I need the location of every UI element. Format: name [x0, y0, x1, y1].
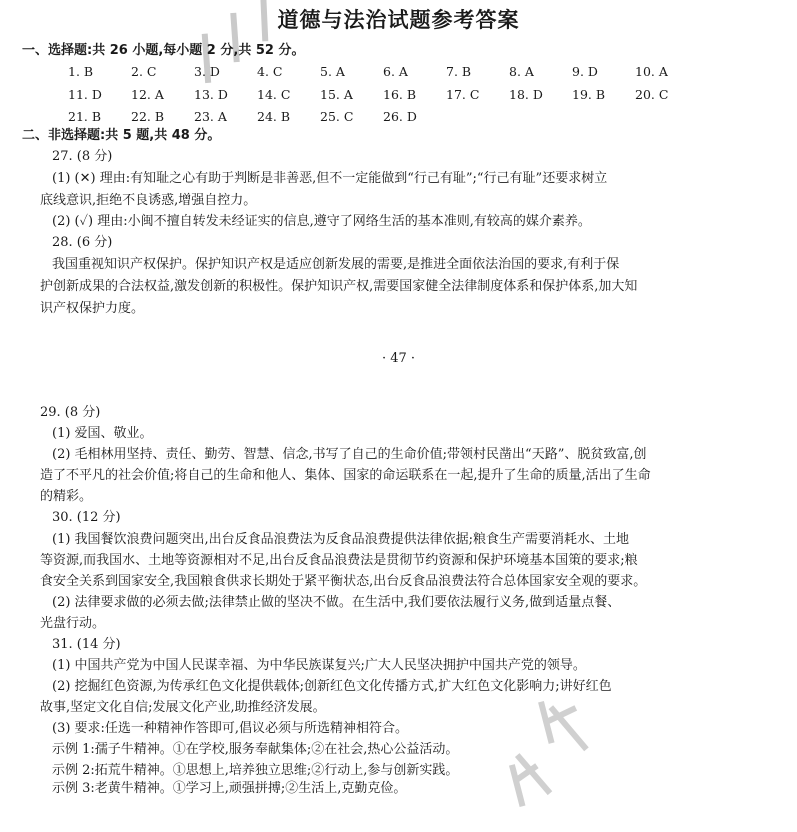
page-title: 道德与法治试题参考答案 — [277, 8, 520, 32]
q31-example2: 示例 2:拓荒牛精神。①思想上,培养独立思维;②行动上,参与创新实践。 — [52, 763, 459, 778]
q27-p1b: 底线意识,拒绝不良诱惑,增强自控力。 — [40, 193, 257, 208]
q27-p2: (2) (✓) 理由:小闽不擅自转发未经证实的信息,遵守了网络生活的基本准则,有较高的媒介素养。 — [52, 214, 591, 229]
q27-label: 27. (8 分) — [52, 149, 113, 164]
answer-item: 3. D — [194, 64, 220, 79]
answer-item: 4. C — [257, 64, 283, 79]
page-number: · 47 · — [381, 351, 416, 366]
q31-p3: (3) 要求:任选一种精神作答即可,倡议必须与所选精神相符合。 — [52, 721, 409, 736]
q28-label: 28. (6 分) — [52, 235, 113, 250]
q31-example3: 示例 3:老黄牛精神。①学习上,顽强拼搏;②生活上,克勤克俭。 — [52, 781, 407, 796]
section1-heading: 一、选择题:共 26 小题,每小题 2 分,共 52 分。 — [22, 43, 305, 58]
q28-l2: 护创新成果的合法权益,激发创新的积极性。保护知识产权,需要国家健全法律制度体系和保护体系,加大知 — [40, 279, 638, 294]
answer-item: 26. D — [383, 109, 417, 124]
q28-l1: 我国重视知识产权保护。保护知识产权是适应创新发展的需要,是推进全面依法治国的要求,有利于保 — [52, 257, 620, 272]
q29-p2b: 造了不平凡的社会价值;将自己的生命和他人、集体、国家的命运联系在一起,提升了生命的质量,活出了生命 — [40, 468, 651, 483]
answer-item: 22. B — [131, 109, 165, 124]
answer-item: 24. B — [257, 109, 291, 124]
q31-example1: 示例 1:孺子牛精神。①在学校,服务奉献集体;②在社会,热心公益活动。 — [52, 742, 459, 757]
answer-item: 16. B — [383, 87, 417, 102]
answer-item: 18. D — [509, 87, 543, 102]
answer-item: 13. D — [194, 87, 228, 102]
answer-item: 8. A — [509, 64, 534, 79]
answer-item: 6. A — [383, 64, 408, 79]
answer-item: 12. A — [131, 87, 164, 102]
answer-item: 9. D — [572, 64, 598, 79]
answer-item: 19. B — [572, 87, 606, 102]
q29-label: 29. (8 分) — [40, 405, 101, 420]
answer-item: 25. C — [320, 109, 354, 124]
answer-item: 5. A — [320, 64, 345, 79]
q30-p1b: 等资源,而我国水、土地等资源相对不足,出台反食品浪费法是贯彻节约资源和保护环境基本国策的要求;粮 — [40, 553, 638, 568]
q31-label: 31. (14 分) — [52, 637, 121, 652]
answer-item: 2. C — [131, 64, 157, 79]
answer-item: 14. C — [257, 87, 291, 102]
q31-p2a: (2) 挖掘红色资源,为传承红色文化提供载体;创新红色文化传播方式,扩大红色文化影响力;讲好红色 — [52, 679, 612, 694]
q28-l3: 识产权保护力度。 — [40, 301, 145, 316]
answer-item: 10. A — [635, 64, 668, 79]
q29-p1: (1) 爱国、敬业。 — [52, 426, 153, 441]
q29-p2a: (2) 毛相林用坚持、责任、勤劳、智慧、信念,书写了自己的生命价值;带领村民凿出“天路”、脱贫致富,创 — [52, 447, 647, 462]
answer-item: 20. C — [635, 87, 669, 102]
q30-p2b: 光盘行动。 — [40, 616, 106, 631]
answer-item: 23. A — [194, 109, 227, 124]
q30-p1a: (1) 我国餐饮浪费问题突出,出台反食品浪费法为反食品浪费提供法律依据;粮食生产需要消耗水、土地 — [52, 532, 630, 547]
q30-p1c: 食安全关系到国家安全,我国粮食供求长期处于紧平衡状态,出台反食品浪费法符合总体国家安全观的要求。 — [40, 574, 647, 589]
answer-item: 1. B — [68, 64, 94, 79]
answer-item: 7. B — [446, 64, 472, 79]
answer-item: 11. D — [68, 87, 102, 102]
section2-heading: 二、非选择题:共 5 题,共 48 分。 — [22, 128, 221, 143]
q29-p2c: 的精彩。 — [40, 489, 93, 504]
q31-p2b: 故事,坚定文化自信;发展文化产业,助推经济发展。 — [40, 700, 326, 715]
answer-item: 17. C — [446, 87, 480, 102]
q30-p2a: (2) 法律要求做的必须去做;法律禁止做的坚决不做。在生活中,我们要依法履行义务,做到适量点餐、 — [52, 595, 621, 610]
q31-p1: (1) 中国共产党为中国人民谋幸福、为中华民族谋复兴;广大人民坚决拥护中国共产党的领导。 — [52, 658, 586, 673]
answer-item: 15. A — [320, 87, 353, 102]
q27-p1a: (1) (✕) 理由:有知耻之心有助于判断是非善恶,但不一定能做到“行己有耻”;“行己有耻”还要求树立 — [52, 171, 608, 186]
answer-item: 21. B — [68, 109, 102, 124]
q30-label: 30. (12 分) — [52, 510, 121, 525]
